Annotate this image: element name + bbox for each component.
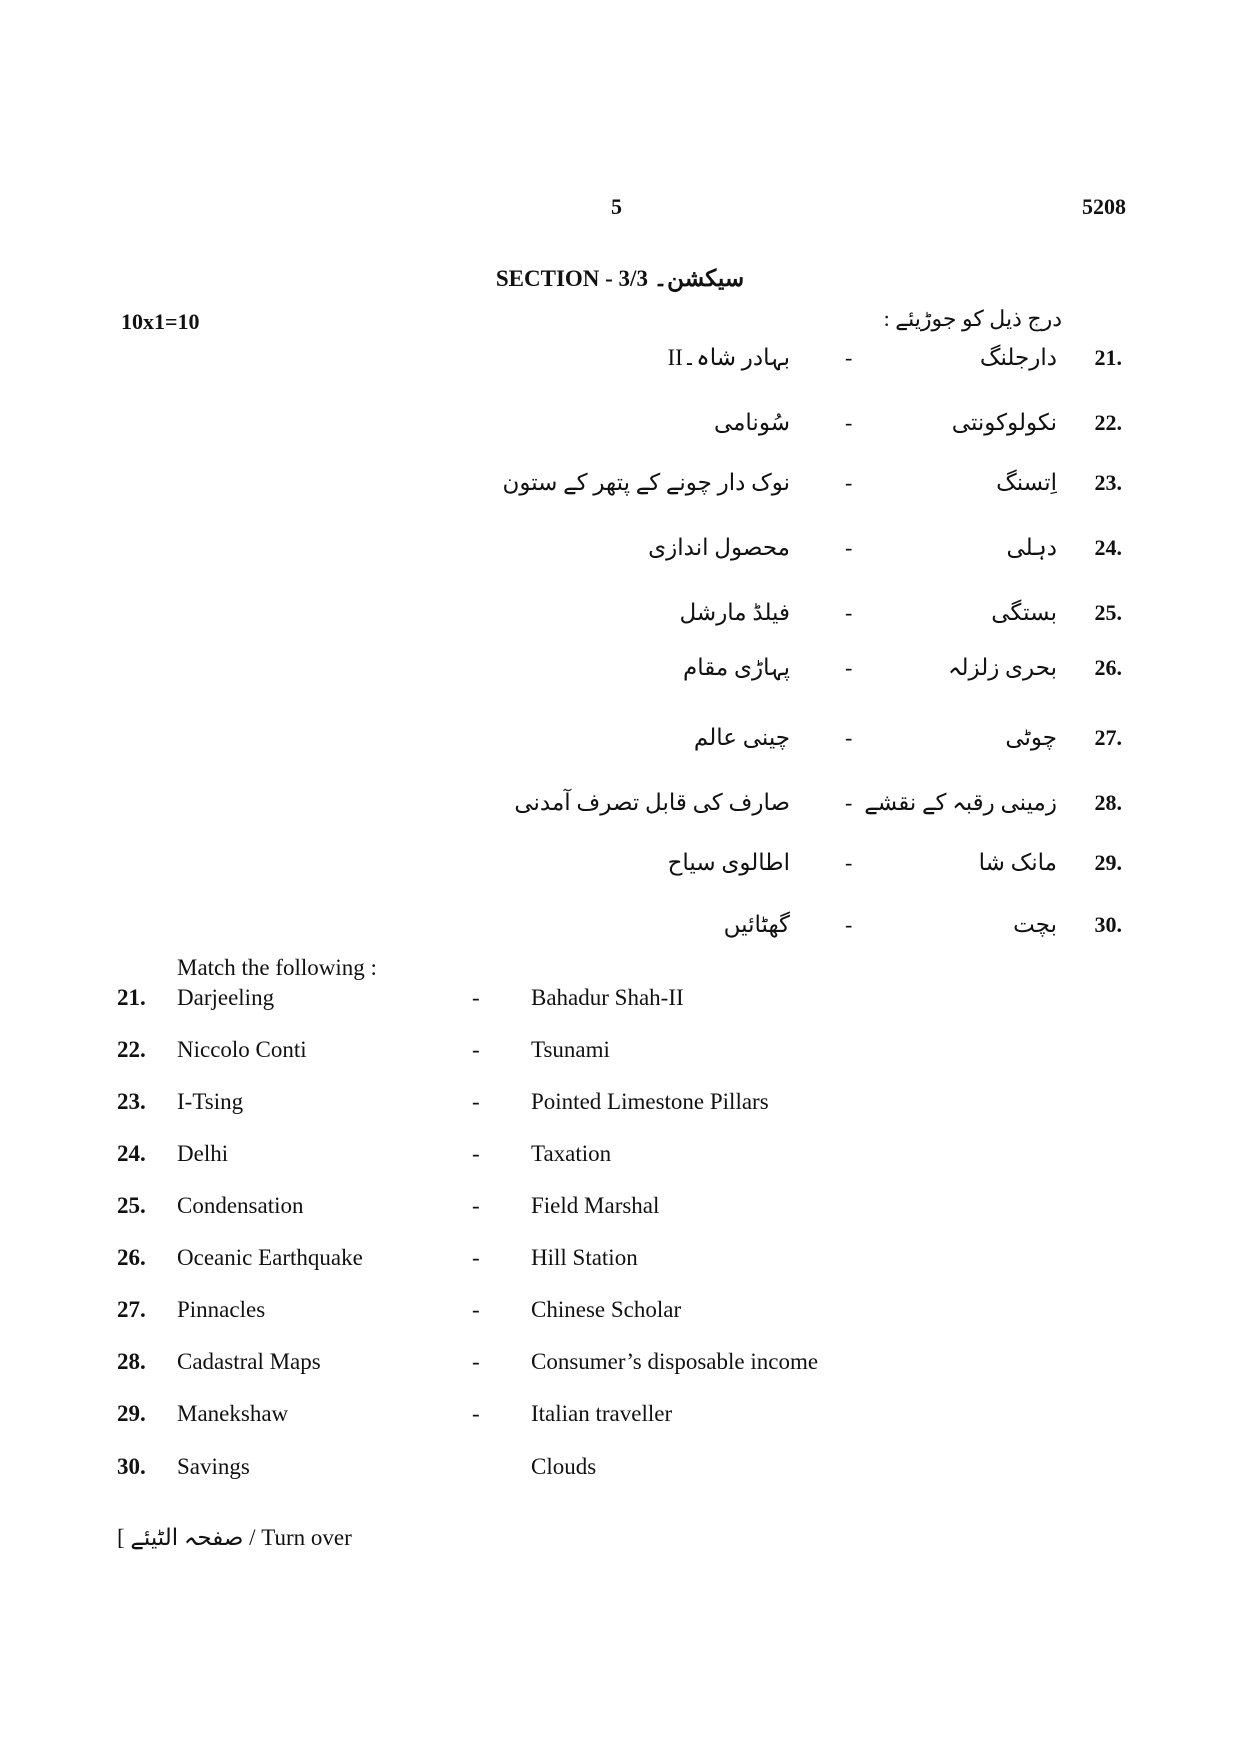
urdu-match-row (0, 655, 1240, 695)
urdu-right-term: فیلڈ مارشل (679, 600, 790, 625)
dash-separator: - (472, 1401, 480, 1426)
item-number: 30. (1094, 912, 1122, 937)
urdu-right-term: سُونامی (713, 410, 790, 435)
english-right-term: Tsunami (531, 1037, 610, 1062)
item-number: 28. (117, 1349, 146, 1374)
urdu-left-term: زمینی رقبہ کے نقشے (864, 790, 1057, 815)
dash-separator: - (472, 1089, 480, 1114)
dash-separator: - (472, 1349, 480, 1374)
section-title-en: SECTION - 3/3 (495, 266, 648, 291)
dash-separator: - (472, 985, 480, 1010)
english-left-term: Cadastral Maps (177, 1349, 321, 1374)
paper-code: 5208 (1082, 194, 1126, 219)
item-number: 24. (1094, 535, 1122, 560)
dash-separator: - (472, 1297, 480, 1322)
english-right-term: Consumer’s disposable income (531, 1349, 819, 1374)
urdu-right-term: گھٹائیں (723, 912, 790, 937)
dash-separator: - (472, 1141, 480, 1166)
item-number: 25. (117, 1193, 146, 1218)
urdu-right-term: بہادر شاہ۔II (667, 345, 790, 370)
english-match-row (0, 1401, 1240, 1433)
footer-separator: / (249, 1525, 256, 1550)
dash-separator: - (845, 345, 853, 370)
item-number: 22. (1094, 410, 1122, 435)
urdu-left-term: چوٹی (1005, 725, 1057, 750)
dash-separator: - (845, 600, 853, 625)
english-match-row (0, 985, 1240, 1017)
urdu-match-row (0, 535, 1240, 575)
item-number: 23. (1094, 470, 1122, 495)
english-left-term: Darjeeling (177, 985, 275, 1010)
item-number: 27. (1094, 725, 1122, 750)
item-number: 30. (117, 1454, 146, 1479)
item-number: 27. (117, 1297, 146, 1322)
english-match-row (0, 1297, 1240, 1329)
item-number: 29. (117, 1401, 146, 1426)
urdu-left-term: بستگی (991, 600, 1057, 625)
english-right-term: Hill Station (531, 1245, 638, 1270)
dash-separator: - (845, 655, 853, 680)
urdu-right-term: صارف کی قابل تصرف آمدنی (514, 790, 790, 815)
english-match-row (0, 1454, 1240, 1486)
english-right-term: Italian traveller (531, 1401, 673, 1426)
item-number: 21. (117, 985, 146, 1010)
page-number: 5 (611, 194, 622, 219)
urdu-match-row (0, 790, 1240, 830)
urdu-right-term: چینی عالم (693, 725, 790, 750)
english-instruction: Match the following : (177, 955, 377, 980)
urdu-match-row (0, 725, 1240, 765)
english-right-term: Bahadur Shah-II (531, 985, 684, 1010)
section-title (0, 266, 1240, 292)
english-left-term: Condensation (177, 1193, 304, 1218)
english-left-term: Savings (177, 1454, 250, 1479)
dash-separator: - (845, 535, 853, 560)
english-left-term: Delhi (177, 1141, 229, 1166)
urdu-match-row (0, 600, 1240, 640)
dash-separator: - (845, 725, 853, 750)
item-number: 25. (1094, 600, 1122, 625)
dash-separator: - (472, 1037, 480, 1062)
english-left-term: Oceanic Earthquake (177, 1245, 363, 1270)
urdu-match-row (0, 850, 1240, 890)
urdu-match-row (0, 410, 1240, 450)
marks-label: 10x1=10 (121, 309, 200, 334)
urdu-left-term: بچت (1013, 912, 1057, 937)
urdu-match-row (0, 470, 1240, 510)
item-number: 21. (1094, 345, 1122, 370)
urdu-left-term: مانک شا (978, 850, 1057, 875)
urdu-right-term: محصول اندازی (648, 535, 790, 560)
dash-separator: - (472, 1245, 480, 1270)
item-number: 28. (1094, 790, 1122, 815)
english-match-row (0, 1349, 1240, 1381)
dash-separator: - (845, 470, 853, 495)
section-title-ur: سیکشن۔ (653, 266, 745, 291)
footer-bracket: [ (117, 1525, 125, 1550)
urdu-instruction: درج ذیل کو جوڑیئے : (883, 306, 1062, 331)
item-number: 26. (117, 1245, 146, 1270)
item-number: 26. (1094, 655, 1122, 680)
urdu-left-term: بحری زلزلہ (948, 655, 1057, 680)
footer-english: Turn over (261, 1525, 352, 1550)
item-number: 23. (117, 1089, 146, 1114)
dash-separator: - (472, 1193, 480, 1218)
english-left-term: Pinnacles (177, 1297, 266, 1322)
english-match-row (0, 1037, 1240, 1069)
dash-separator: - (845, 790, 853, 815)
english-left-term: Manekshaw (177, 1401, 289, 1426)
english-match-row (0, 1193, 1240, 1225)
item-number: 29. (1094, 850, 1122, 875)
footer-urdu: صفحہ الٹیئے (130, 1525, 244, 1550)
urdu-left-term: اِتسنگ (996, 470, 1057, 495)
english-left-term: Niccolo Conti (177, 1037, 307, 1062)
urdu-match-row (0, 912, 1240, 952)
english-match-row (0, 1245, 1240, 1277)
urdu-right-term: اطالوی سیاح (667, 850, 790, 875)
dash-separator: - (845, 410, 853, 435)
urdu-left-term: نکولوکونتی (951, 410, 1057, 435)
item-number: 24. (117, 1141, 146, 1166)
english-right-term: Chinese Scholar (531, 1297, 682, 1322)
urdu-right-term: نوک دار چونے کے پتھر کے ستون (502, 470, 790, 495)
english-right-term: Field Marshal (531, 1193, 660, 1218)
english-left-term: I-Tsing (177, 1089, 244, 1114)
urdu-right-term: پہاڑی مقام (683, 655, 790, 680)
english-right-term: Clouds (531, 1454, 597, 1479)
english-right-term: Taxation (531, 1141, 612, 1166)
english-match-row (0, 1089, 1240, 1121)
urdu-left-term: دہلی (1006, 535, 1057, 560)
urdu-left-term: دارجلنگ (979, 345, 1057, 370)
dash-separator: - (845, 912, 853, 937)
urdu-match-row (0, 345, 1240, 385)
english-right-term: Pointed Limestone Pillars (531, 1089, 769, 1114)
dash-separator: - (845, 850, 853, 875)
english-match-row (0, 1141, 1240, 1173)
item-number: 22. (117, 1037, 146, 1062)
turn-over-footer (117, 1525, 352, 1551)
